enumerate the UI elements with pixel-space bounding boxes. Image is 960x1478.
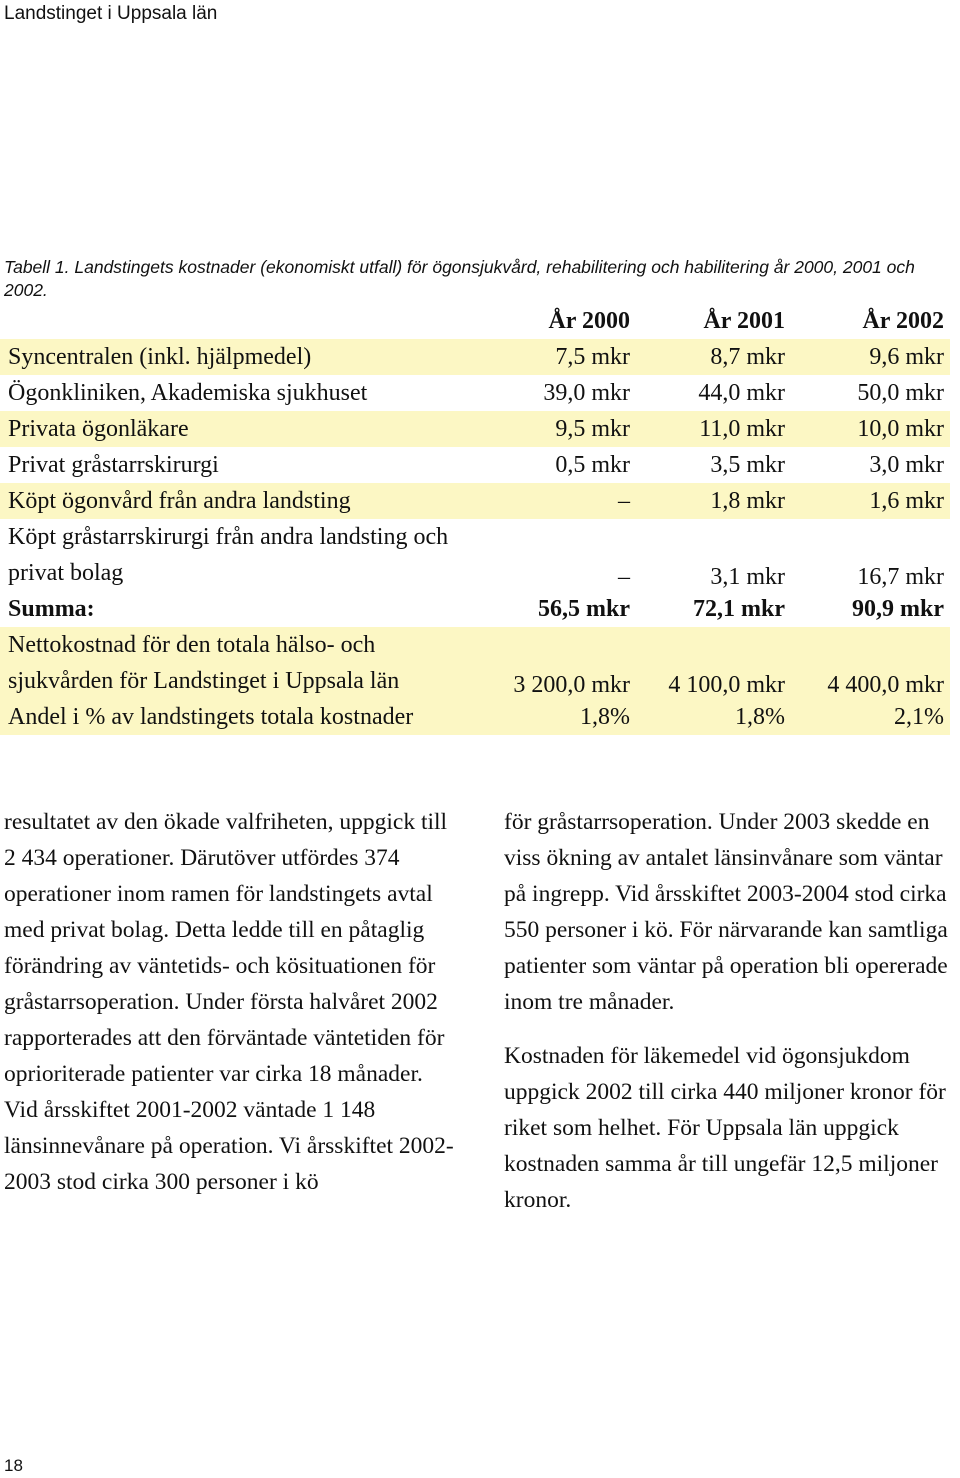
cell-value: 39,0 mkr: [543, 379, 630, 406]
cell-value: –: [618, 564, 630, 590]
row-label: Privat gråstarrskirurgi: [8, 451, 219, 478]
cell-value: 1,8%: [636, 699, 791, 735]
body-column-right: [504, 804, 954, 1218]
table-row: [0, 339, 950, 375]
table-row: [0, 483, 950, 519]
header-empty: [0, 303, 484, 339]
cell-value: 1,8%: [484, 699, 636, 735]
table-row: [0, 447, 950, 483]
cell-value: 4 100,0 mkr: [636, 627, 791, 699]
cell-value: 72,1 mkr: [693, 595, 785, 622]
cell-value: 11,0 mkr: [636, 411, 791, 447]
cell-value: 3,5 mkr: [710, 451, 785, 478]
column-header-2002: År 2002: [862, 307, 944, 334]
cell-value: 3,0 mkr: [869, 451, 944, 478]
row-label: Privata ögonläkare: [0, 411, 484, 447]
row-label: Ögonkliniken, Akademiska sjukhuset: [8, 379, 368, 406]
running-header: Landstinget i Uppsala län: [4, 3, 218, 24]
body-paragraph: resultatet av den ökade valfriheten, uppgick till 2 434 operationer. Därutöver utfördes 374 operationer inom ramen för landstingets avtal med privat bolag. Detta ledde till en påtaglig förändring av väntetids- och kösituationen för gråstarrsoperation. Under första halvåret 2002 rapporterades att den förväntade väntetiden för oprioriterade patienter var cirka 18 månader. Vid årsskiftet 2001-2002 väntade 1 148 länsinnevånare på operation. Vi årsskiftet 2002-2003 stod cirka 300 personer i kö: [4, 809, 454, 1195]
row-label: Summa:: [8, 595, 95, 622]
cell-value: 10,0 mkr: [791, 411, 950, 447]
table-row: [0, 519, 950, 591]
cell-value: –: [484, 483, 636, 519]
table-caption: Tabell 1. Landstingets kostnader (ekonomiskt utfall) för ögonsjukvård, rehabilitering och habilitering år 2000, 2001 och 2002.: [4, 257, 915, 300]
cost-table: [0, 303, 950, 735]
table-header-row: [0, 303, 950, 339]
cell-value: 9,6 mkr: [791, 339, 950, 375]
cell-value: 0,5 mkr: [555, 451, 630, 478]
row-label: Syncentralen (inkl. hjälpmedel): [0, 339, 484, 375]
cell-value: 50,0 mkr: [857, 379, 944, 406]
row-label: Köpt ögonvård från andra landsting: [0, 483, 484, 519]
cell-value: 16,7 mkr: [857, 564, 944, 590]
column-header-2000: År 2000: [548, 307, 630, 334]
row-label: Köpt gråstarrskirurgi från andra landsting och privat bolag: [8, 524, 449, 586]
row-label: Nettokostnad för den totala hälso- och sjukvården för Landstinget i Uppsala län: [0, 627, 484, 699]
cell-value: 44,0 mkr: [698, 379, 785, 406]
cell-value: 8,7 mkr: [636, 339, 791, 375]
cell-value: 3,1 mkr: [710, 564, 785, 590]
cell-value: 90,9 mkr: [852, 595, 944, 622]
page-number: 18: [4, 1456, 23, 1475]
cell-value: 7,5 mkr: [484, 339, 636, 375]
cell-value: 3 200,0 mkr: [484, 627, 636, 699]
table-row: [0, 699, 950, 735]
cell-value: 9,5 mkr: [484, 411, 636, 447]
body-column-left: [4, 804, 454, 1200]
table-row: [0, 411, 950, 447]
cell-value: 1,8 mkr: [636, 483, 791, 519]
cell-value: 2,1%: [791, 699, 950, 735]
cell-value: 56,5 mkr: [538, 595, 630, 622]
cell-value: 4 400,0 mkr: [791, 627, 950, 699]
row-label: Andel i % av landstingets totala kostnader: [0, 699, 484, 735]
cell-value: 1,6 mkr: [791, 483, 950, 519]
table-row: [0, 627, 950, 699]
column-header-2001: År 2001: [703, 307, 785, 334]
body-paragraph: för gråstarrsoperation. Under 2003 skedde en viss ökning av antalet länsinvånare som väntar på ingrepp. Vid årsskiftet 2003-2004 stod cirka 550 personer i kö. För närvarande kan samtliga patienter som väntar på operation bli opererade inom tre månader.: [504, 809, 948, 1015]
table-row: [0, 375, 950, 411]
body-paragraph: Kostnaden för läkemedel vid ögonsjukdom uppgick 2002 till cirka 440 miljoner kronor för riket som helhet. För Uppsala län uppgick kostnaden samma år till ungefär 12,5 miljoner kronor.: [504, 1043, 946, 1213]
table-row-total: [0, 591, 950, 627]
